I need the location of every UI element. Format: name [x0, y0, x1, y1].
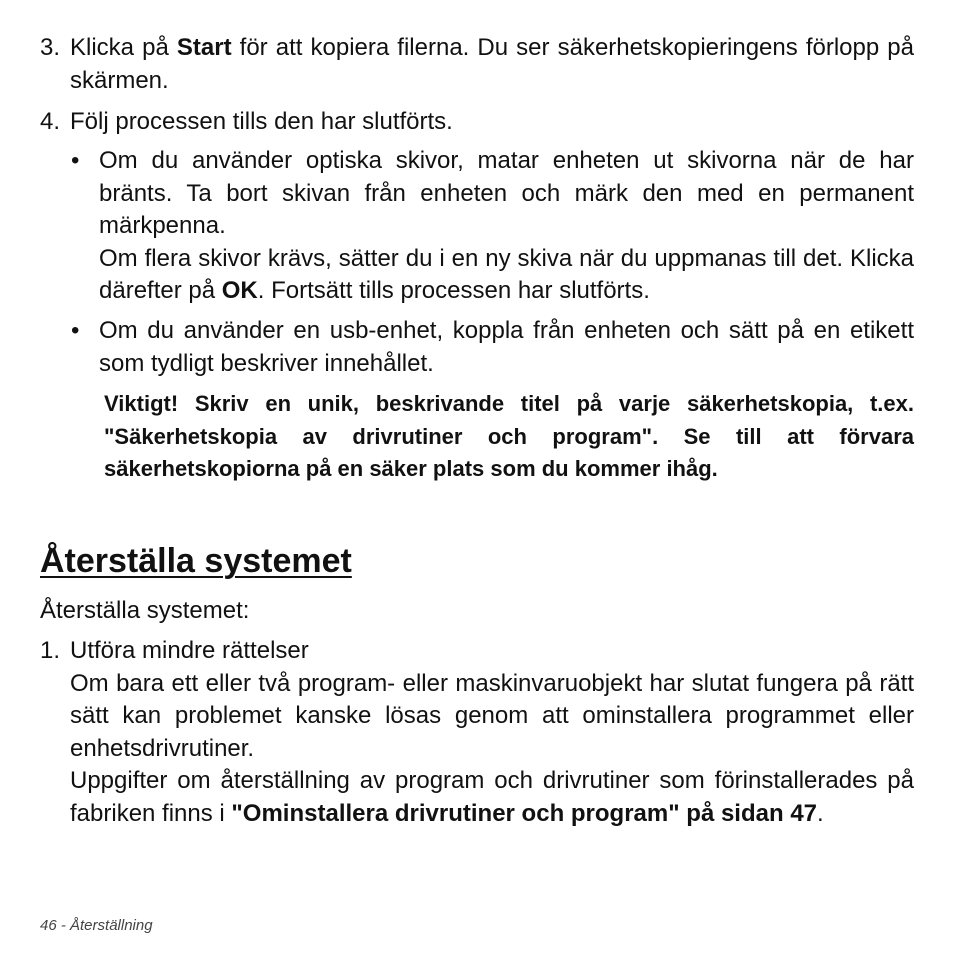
bullet-2-text: Om du använder en usb-enhet, koppla från enheten och sätt på en etikett som tydligt beskriver innehållet.	[99, 317, 914, 377]
step-3-text: Klicka på Start för att kopiera filerna. Du ser säkerhetskopieringens förlopp på skärmen.	[70, 34, 914, 94]
step-1-para-2: Uppgifter om återställning av program och drivrutiner som förinstallerades på fabriken finns i "Ominstallera drivrutiner och program" på sidan 47.	[70, 767, 914, 827]
intro-text: Återställa systemet:	[40, 597, 250, 624]
step-1-para-1: Om bara ett eller två program- eller maskinvaruobjekt har slutat fungera på rätt sätt kan problemet kanske lösas genom att ominstallera programmet eller enhetsdrivrutiner.	[70, 669, 914, 762]
bullet-1-line-1: Om du använder optiska skivor, matar enheten ut skivorna när de har bränts. Ta bort skivan från enheten och märk den med en permanent märkpenna.	[99, 147, 914, 239]
start-term: Start	[176, 34, 232, 61]
important-note: Viktigt! Skriv en unik, beskrivande titel på varje säkerhetskopia, t.ex. "Säkerhetskopia av drivrutiner och program". Se till att förvara säkerhetskopiorna på en säker plats som du kommer ihåg.	[104, 391, 914, 481]
bullet-1-line-2: Om flera skivor krävs, sätter du i en ny skiva när du uppmanas till det. Klicka därefter på OK. Fortsätt tills processen har slutförts.	[99, 244, 914, 304]
ok-term: OK	[221, 277, 258, 304]
step-4-number: 4.	[40, 108, 61, 135]
step-1-title: Utföra mindre rättelser	[70, 637, 309, 664]
cross-reference: "Ominstallera drivrutiner och program" på sidan 47	[231, 799, 818, 827]
bullet-1-marker: •	[71, 147, 80, 174]
bullet-1-text	[99, 145, 914, 308]
step-1-content	[70, 635, 914, 830]
bullet-2-marker: •	[71, 317, 80, 344]
step-1-number: 1.	[40, 637, 61, 664]
section-heading: Återställa systemet	[40, 542, 352, 580]
page-footer: 46 - Återställning	[40, 917, 153, 934]
step-4-text: Följ processen tills den har slutförts.	[70, 108, 453, 135]
step-3-number: 3.	[40, 34, 61, 61]
